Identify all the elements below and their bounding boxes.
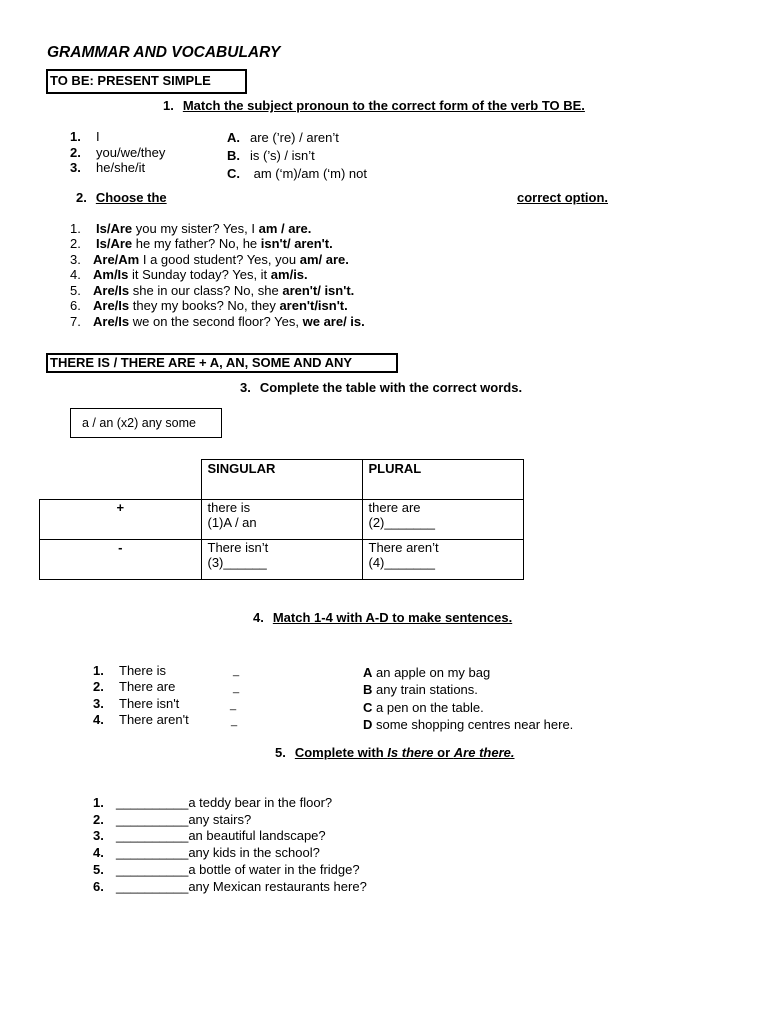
sentence-text: they my books? No, they — [129, 298, 280, 313]
sentence-text: it Sunday today? Yes, it — [128, 267, 271, 282]
answer-blank[interactable]: _ — [233, 665, 240, 677]
answer-blank[interactable]: _ — [230, 699, 237, 711]
cell-line: there are — [368, 500, 421, 515]
question-1-heading — [163, 98, 585, 113]
question-text: correct option. — [517, 190, 609, 205]
item-number: 3. — [93, 696, 104, 711]
item-number: 4. — [93, 712, 104, 727]
question-5-heading — [275, 745, 514, 760]
choice-item — [70, 236, 333, 251]
item-number: 2. — [70, 236, 81, 251]
fill-in-item — [93, 862, 360, 877]
word-box: a / an (x2) any some — [70, 408, 222, 438]
sentence-text: any kids in the school? — [188, 845, 320, 860]
match-item — [93, 663, 166, 678]
question-number: 4. — [253, 610, 264, 625]
option-letter: C. — [227, 166, 240, 181]
match-option — [363, 682, 478, 697]
fill-in-item — [93, 812, 251, 827]
fill-in-item — [93, 845, 320, 860]
item-number: 2. — [93, 812, 104, 827]
choice-item — [70, 283, 354, 298]
choice-option: Are/Is — [93, 298, 130, 313]
sentence-text: he my father? No, he — [132, 236, 261, 251]
choice-option: Are/Am — [93, 252, 140, 267]
choice-option: am/ are. — [299, 252, 349, 267]
table-cell — [201, 500, 362, 540]
option-text: are (’re) / aren’t — [250, 130, 339, 145]
match-option — [363, 665, 490, 680]
choice-item — [70, 252, 349, 267]
pronoun-text: he/she/it — [96, 160, 146, 175]
match-item — [93, 679, 175, 694]
cell-line: There aren’t — [368, 540, 439, 555]
question-text: Match the subject pronoun to the correct form of the verb TO BE. — [182, 98, 585, 113]
item-number: 3. — [93, 828, 104, 843]
table-cell — [362, 500, 523, 540]
match-option — [363, 717, 573, 732]
sentence-text: any stairs? — [188, 812, 252, 827]
sentence-text: I a good student? Yes, you — [139, 252, 300, 267]
option-text: am (‘m)/am (‘m) not — [250, 166, 367, 181]
sign-label: + — [116, 500, 125, 515]
sentence-text: an beautiful landscape? — [188, 828, 326, 843]
question-3-heading — [240, 380, 522, 395]
choice-item — [70, 221, 311, 236]
answer-blank[interactable]: __________ — [116, 812, 189, 827]
table-header-cell — [362, 460, 523, 500]
question-2-heading — [76, 190, 167, 205]
item-number: 5. — [70, 283, 81, 298]
match-item — [93, 712, 189, 727]
item-number: 2. — [70, 145, 81, 160]
answer-blank[interactable]: _ — [233, 682, 240, 694]
choice-option: Is/Are — [96, 236, 133, 251]
item-number: 2. — [93, 679, 104, 694]
choice-option: isn't/ aren't. — [260, 236, 333, 251]
match-text: There aren't — [119, 712, 189, 727]
table-row — [40, 500, 524, 540]
option-text: some shopping centres near here. — [372, 717, 574, 732]
choice-option: aren't/ isn't. — [282, 283, 355, 298]
option-letter: A — [363, 665, 373, 680]
item-number: 6. — [93, 879, 104, 894]
item-number: 1. — [70, 221, 81, 236]
option-letter: C — [363, 700, 373, 715]
option-letter: A. — [227, 130, 240, 145]
item-number: 3. — [70, 160, 81, 175]
sentence-text: a bottle of water in the fridge? — [188, 862, 360, 877]
match-text: There isn't — [119, 696, 180, 711]
question-text-part: Complete with — [294, 745, 388, 760]
match-item — [93, 696, 179, 711]
question-text: Choose the — [95, 190, 167, 205]
pronoun-item — [70, 145, 165, 160]
choice-option: Is/Are — [96, 221, 133, 236]
item-number: 3. — [70, 252, 81, 267]
verb-form-option — [227, 166, 367, 181]
cell-line: There isn’t — [207, 540, 269, 555]
item-number: 4. — [93, 845, 104, 860]
pronoun-item — [70, 160, 145, 175]
question-text: Match 1-4 with A-D to make sentences. — [272, 610, 513, 625]
answer-blank[interactable]: __________ — [116, 828, 189, 843]
choice-option: Are/Is — [93, 314, 130, 329]
sentence-text: she in our class? No, she — [129, 283, 283, 298]
cell-line: (2)_______ — [368, 515, 435, 530]
match-option — [363, 700, 484, 715]
table-header-cell — [201, 460, 362, 500]
answer-blank[interactable]: __________ — [116, 845, 189, 860]
table-cell — [362, 540, 523, 580]
match-text: There is — [119, 663, 166, 678]
fill-in-item — [93, 795, 332, 810]
choice-option: am/is. — [270, 267, 308, 282]
choice-item — [70, 314, 365, 329]
cell-line: (4)_______ — [368, 555, 435, 570]
sign-label: - — [118, 540, 123, 555]
question-number: 1. — [163, 98, 174, 113]
question-text-part: or — [433, 745, 454, 760]
completion-table — [39, 459, 524, 580]
pronoun-text: I — [96, 129, 100, 144]
option-text: an apple on my bag — [372, 665, 491, 680]
option-letter: B. — [227, 148, 240, 163]
verb-form-option — [227, 148, 315, 163]
option-letter: B — [363, 682, 373, 697]
item-number: 6. — [70, 298, 81, 313]
question-text: Complete the table with the correct words. — [259, 380, 523, 395]
sentence-text: a teddy bear in the floor? — [188, 795, 333, 810]
question-2-heading-continued — [517, 190, 608, 205]
choice-option: am / are. — [258, 221, 312, 236]
table-row — [40, 540, 524, 580]
answer-blank[interactable]: _ — [231, 715, 238, 727]
question-number: 2. — [76, 190, 87, 205]
pronoun-text: you/we/they — [96, 145, 166, 160]
page-title: GRAMMAR AND VOCABULARY — [47, 44, 281, 61]
pronoun-item — [70, 129, 100, 144]
item-number: 1. — [70, 129, 81, 144]
fill-in-item — [93, 879, 367, 894]
question-text-italic: Are there. — [453, 745, 515, 760]
choice-item — [70, 298, 348, 313]
item-number: 5. — [93, 862, 104, 877]
option-letter: D — [363, 717, 373, 732]
option-text: any train stations. — [372, 682, 478, 697]
table-cell — [201, 540, 362, 580]
item-number: 4. — [70, 267, 81, 282]
cell-line: there is — [207, 500, 251, 515]
table-sign-cell — [40, 540, 202, 580]
column-header-plural: PLURAL — [368, 461, 422, 476]
answer-blank[interactable]: __________ — [116, 795, 189, 810]
table-empty-cell — [40, 460, 202, 500]
sentence-text: you my sister? Yes, I — [132, 221, 259, 236]
option-text: a pen on the table. — [372, 700, 484, 715]
option-text: is (’s) / isn’t — [250, 148, 315, 163]
section-heading-there-is-are: THERE IS / THERE ARE + A, AN, SOME AND ANY — [46, 353, 398, 373]
question-text-italic: Is there — [387, 745, 434, 760]
question-text — [295, 745, 515, 760]
choice-option: Am/Is — [93, 267, 129, 282]
table-sign-cell — [40, 500, 202, 540]
answer-blank[interactable]: __________ — [116, 879, 189, 894]
question-number: 3. — [240, 380, 251, 395]
question-4-heading — [253, 610, 512, 625]
verb-form-option — [227, 130, 339, 145]
section-heading-to-be: TO BE: PRESENT SIMPLE — [46, 69, 247, 94]
question-number: 5. — [275, 745, 286, 760]
item-number: 1. — [93, 795, 104, 810]
item-number: 1. — [93, 663, 104, 678]
column-header-singular: SINGULAR — [207, 461, 276, 476]
choice-option: Are/Is — [93, 283, 130, 298]
sentence-text: any Mexican restaurants here? — [188, 879, 367, 894]
match-text: There are — [119, 679, 176, 694]
sentence-text: we on the second floor? Yes, — [129, 314, 303, 329]
choice-option: aren't/isn't. — [279, 298, 348, 313]
choice-item — [70, 267, 308, 282]
cell-line: (1)A / an — [207, 515, 257, 530]
answer-blank[interactable]: __________ — [116, 862, 189, 877]
table-header-row — [40, 460, 524, 500]
cell-line: (3)______ — [207, 555, 267, 570]
choice-option: we are/ is. — [302, 314, 365, 329]
item-number: 7. — [70, 314, 81, 329]
fill-in-item — [93, 828, 326, 843]
